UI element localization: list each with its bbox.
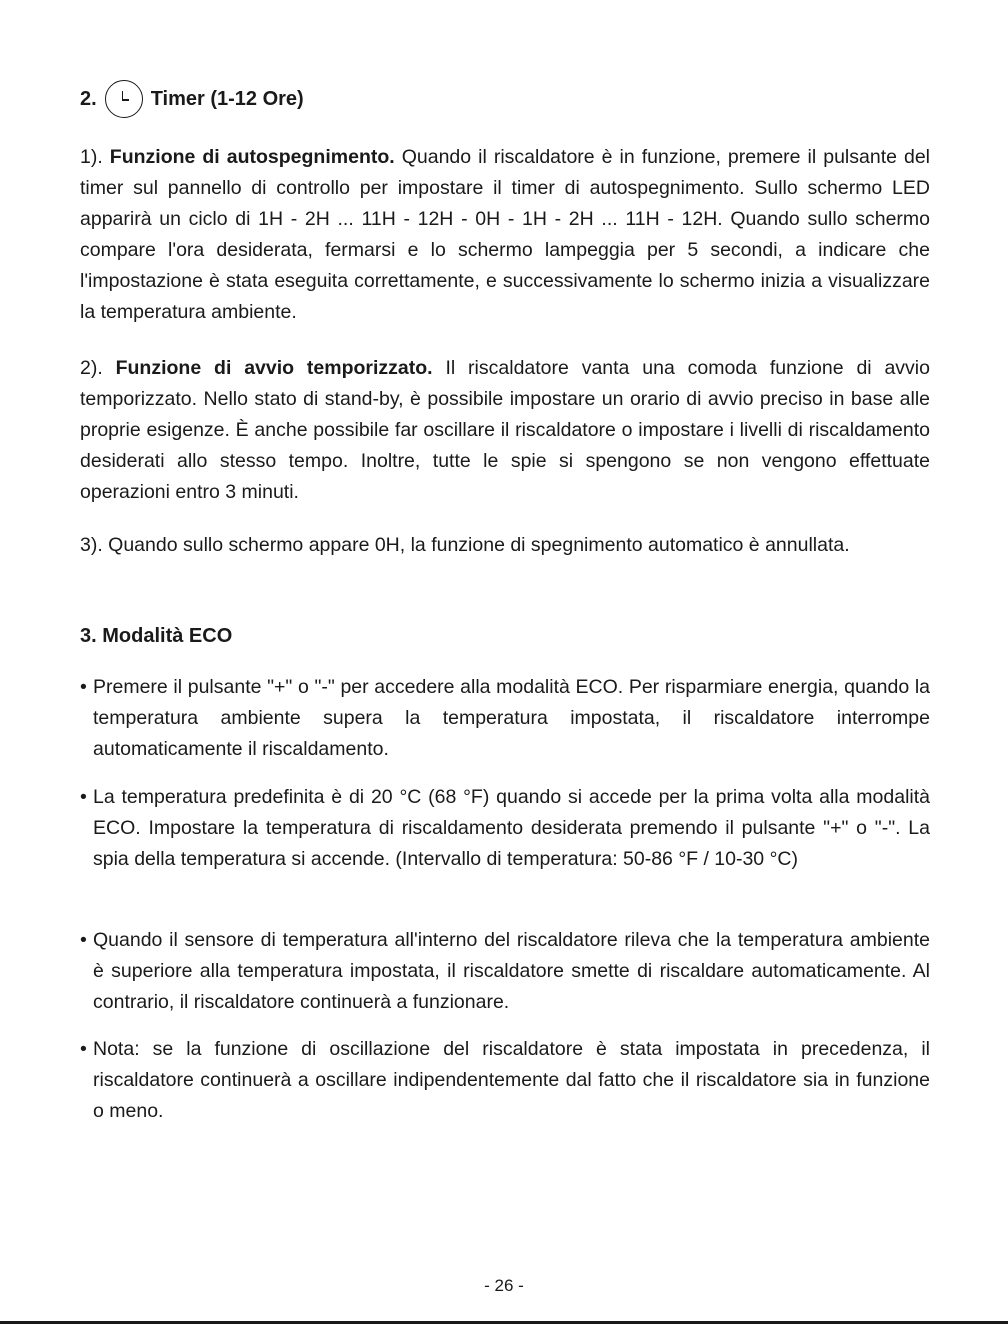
bullet-icon: • xyxy=(80,1038,87,1060)
clock-icon xyxy=(105,80,143,118)
bullet-icon: • xyxy=(80,786,87,808)
paragraph-text: 3). Quando sullo schermo appare 0H, la funzione di spegnimento automatico è annullata. xyxy=(80,534,850,556)
bullet-icon: • xyxy=(80,929,87,951)
list-item xyxy=(80,672,930,765)
list-item-text: La temperatura predefinita è di 20 °C (68 °F) quando si accede per la prima volta alla modalità ECO. Impostare la temperatura di riscaldamento desiderata premendo il pulsante "+" o "-". La spia della temperatura si accende. (Intervallo di temperatura: 50-86 °F / 10-30 °C) xyxy=(93,786,930,870)
paragraph-text: Il riscaldatore vanta una comoda funzione di avvio temporizzato. Nello stato di stand-by, è possibile impostare un orario di avvio preciso in base alle proprie esigenze. È anche possibile far oscillare il riscaldatore o impostare i livelli di riscaldamento desiderati allo stesso tempo. Inoltre, tutte le spie si spengono se non vengono effettuate operazioni entro 3 minuti. xyxy=(80,357,930,503)
paragraph-cancel xyxy=(80,530,930,561)
bullet-icon: • xyxy=(80,676,87,698)
paragraph-auto-off xyxy=(80,142,930,328)
paragraph-text: Quando il riscaldatore è in funzione, premere il pulsante del timer sul pannello di controllo per impostare il timer di autospegnimento. Sullo schermo LED apparirà un ciclo di 1H - 2H ... 11H - 12H - 0H - 1H - 2H ... 11H - 12H. Quando sullo schermo compare l'ora desiderata, fermarsi e lo schermo lampeggia per 5 secondi, a indicare che l'impostazione è stata eseguita correttamente, e successivamente lo schermo inizia a visualizzare la temperatura ambiente. xyxy=(80,146,931,323)
paragraph-timed-start xyxy=(80,353,930,508)
list-item-text: Quando il sensore di temperatura all'interno del riscaldatore rileva che la temperatura ambiente è superiore alla temperatura impostata, il riscaldatore smette di riscaldare automaticamente. Al contrario, il riscaldatore continuerà a funzionare. xyxy=(93,929,930,1013)
list-item xyxy=(80,782,930,875)
section-heading-timer xyxy=(80,80,304,118)
list-item xyxy=(80,925,930,1018)
paragraph-bold-title: Funzione di avvio temporizzato. xyxy=(115,357,433,379)
list-item-text: Premere il pulsante "+" o "-" per accedere alla modalità ECO. Per risparmiare energia, quando la temperatura ambiente supera la temperatura impostata, il riscaldatore interrompe automaticamente il riscaldamento. xyxy=(93,676,930,760)
list-item xyxy=(80,1034,930,1127)
paragraph-lead: 1). xyxy=(80,146,110,168)
section-title: Timer (1-12 Ore) xyxy=(150,88,304,110)
section-number: 2. xyxy=(80,88,97,110)
section-heading-eco xyxy=(80,624,232,648)
page-number: - 26 - xyxy=(484,1276,524,1295)
section-title: 3. Modalità ECO xyxy=(80,625,233,647)
paragraph-bold-title: Funzione di autospegnimento. xyxy=(109,146,395,168)
paragraph-lead: 2). xyxy=(80,357,116,379)
list-item-text: Nota: se la funzione di oscillazione del riscaldatore è stata impostata in precedenza, il riscaldatore continuerà a oscillare indipendentemente dal fatto che il riscaldatore sia in funzione o meno. xyxy=(93,1038,930,1122)
